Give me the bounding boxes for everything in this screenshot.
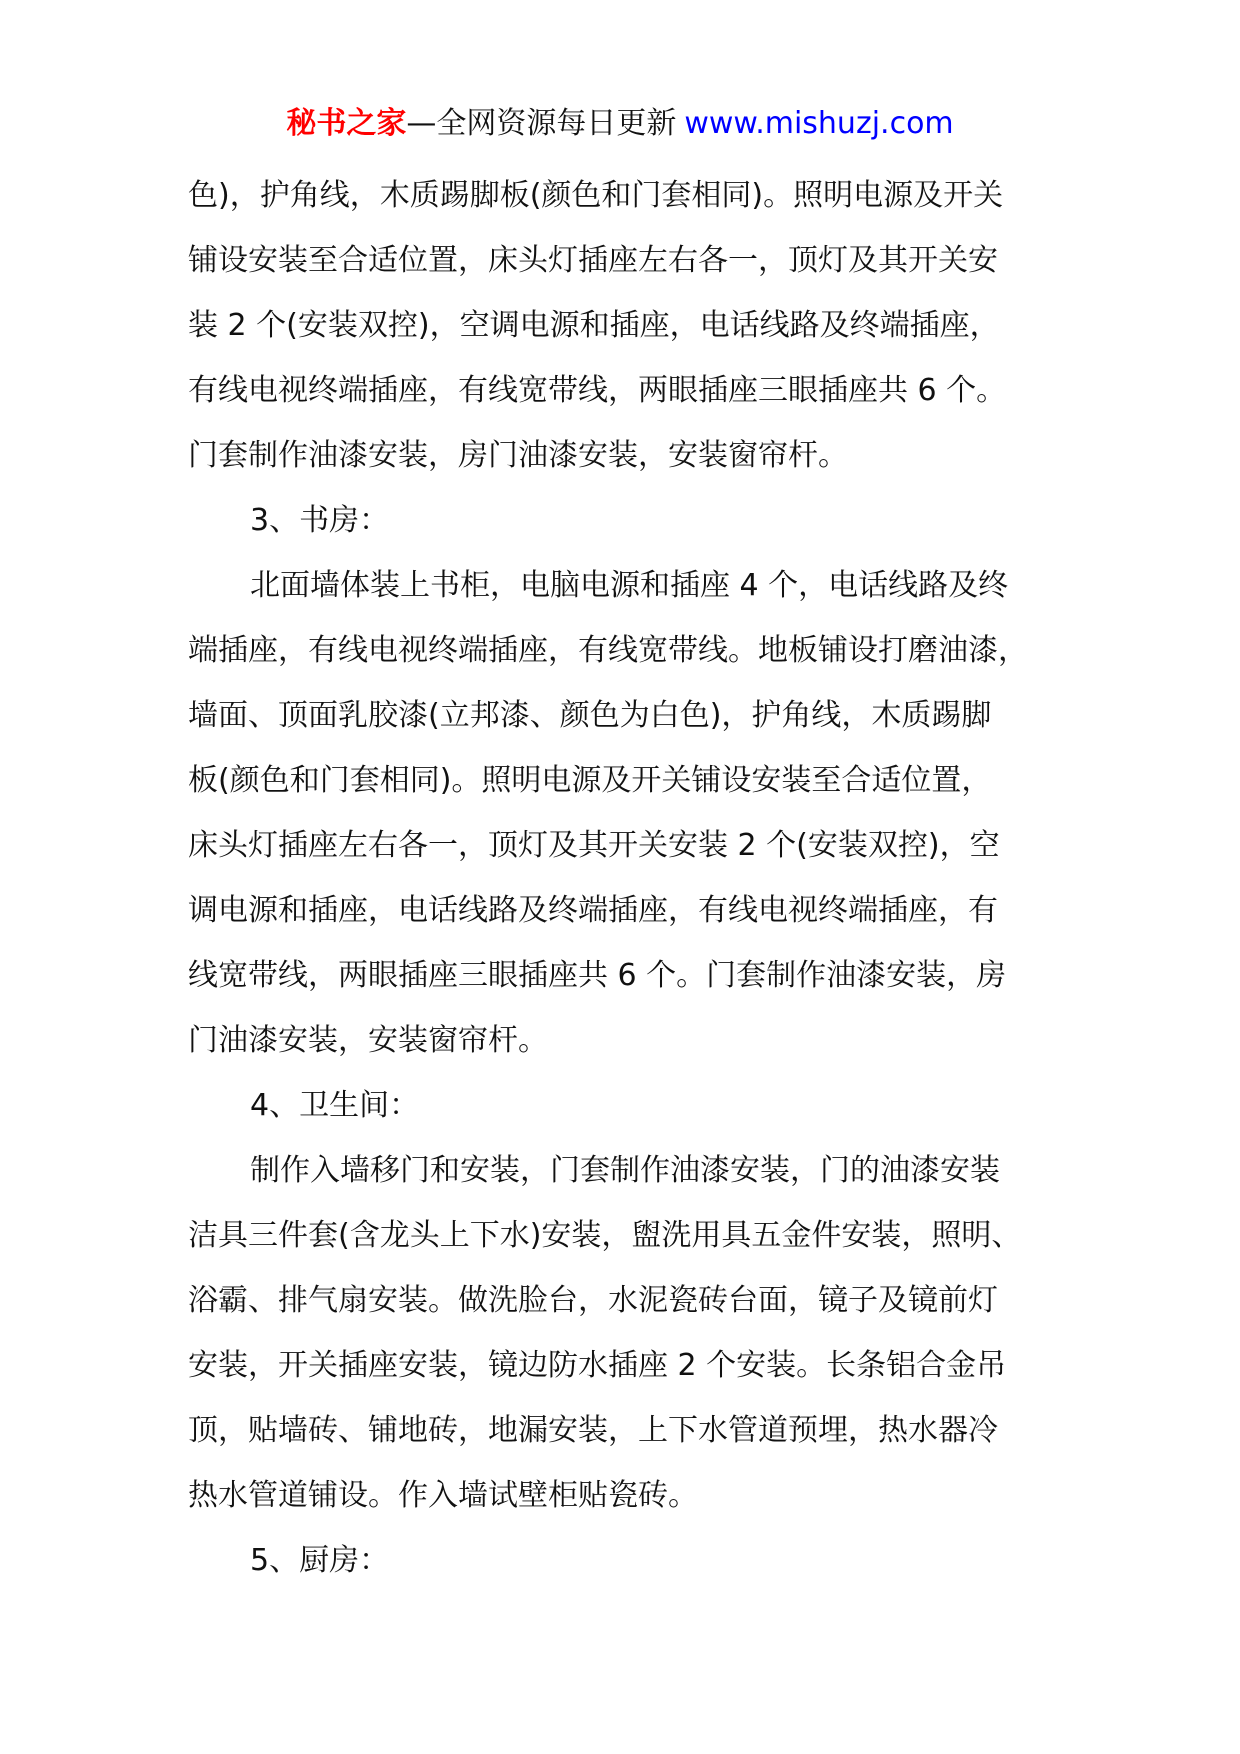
text-line: 墙面、顶面乳胶漆(立邦漆、颜色为白色)，护角线，木质踢脚 [188, 698, 992, 733]
site-url-link[interactable]: www.mishuzj.com [684, 106, 954, 141]
text-line: 色)，护角线，木质踢脚板(颜色和门套相同)。照明电源及开关 [188, 178, 1004, 213]
text-line: 门套制作油漆安装，房门油漆安装，安装窗帘杆。 [188, 438, 848, 473]
text-line: 浴霸、排气扇安装。做洗脸台，水泥瓷砖台面，镜子及镜前灯 [188, 1283, 998, 1318]
text-line: 装 2 个(安装双控)，空调电源和插座，电话线路及终端插座， [188, 308, 1000, 343]
text-line: 线宽带线，两眼插座三眼插座共 6 个。门套制作油漆安装，房 [188, 958, 1007, 993]
text-line: 铺设安装至合适位置，床头灯插座左右各一，顶灯及其开关安 [188, 243, 998, 278]
site-header [0, 104, 1240, 144]
text-line: 北面墙体装上书柜，电脑电源和插座 4 个，电话线路及终 [250, 568, 1009, 603]
text-line: 热水管道铺设。作入墙试壁柜贴瓷砖。 [188, 1478, 698, 1513]
header-tagline: —全网资源每日更新 [406, 106, 677, 141]
text-line: 调电源和插座，电话线路及终端插座，有线电视终端插座，有 [188, 893, 998, 928]
text-line: 端插座，有线电视终端插座，有线宽带线。地板铺设打磨油漆， [188, 633, 1028, 668]
text-line: 床头灯插座左右各一，顶灯及其开关安装 2 个(安装双控)，空 [188, 828, 1000, 863]
text-line: 门油漆安装，安装窗帘杆。 [188, 1023, 548, 1058]
text-line: 安装，开关插座安装，镜边防水插座 2 个安装。长条铝合金吊 [188, 1348, 1007, 1383]
text-line: 有线电视终端插座，有线宽带线，两眼插座三眼插座共 6 个。 [188, 373, 1007, 408]
text-line: 5、厨房： [250, 1543, 390, 1578]
text-line: 3、书房： [250, 503, 390, 538]
text-line: 板(颜色和门套相同)。照明电源及开关铺设安装至合适位置， [188, 763, 992, 798]
text-line: 顶，贴墙砖、铺地砖，地漏安装，上下水管道预埋，热水器冷 [188, 1413, 998, 1448]
text-line: 4、卫生间： [250, 1088, 420, 1123]
text-line: 洁具三件套(含龙头上下水)安装，盥洗用具五金件安装，照明、 [188, 1218, 1022, 1253]
brand-name: 秘书之家 [286, 106, 407, 141]
document-body [188, 163, 1098, 1593]
text-line: 制作入墙移门和安装，门套制作油漆安装，门的油漆安装 [250, 1153, 1000, 1188]
